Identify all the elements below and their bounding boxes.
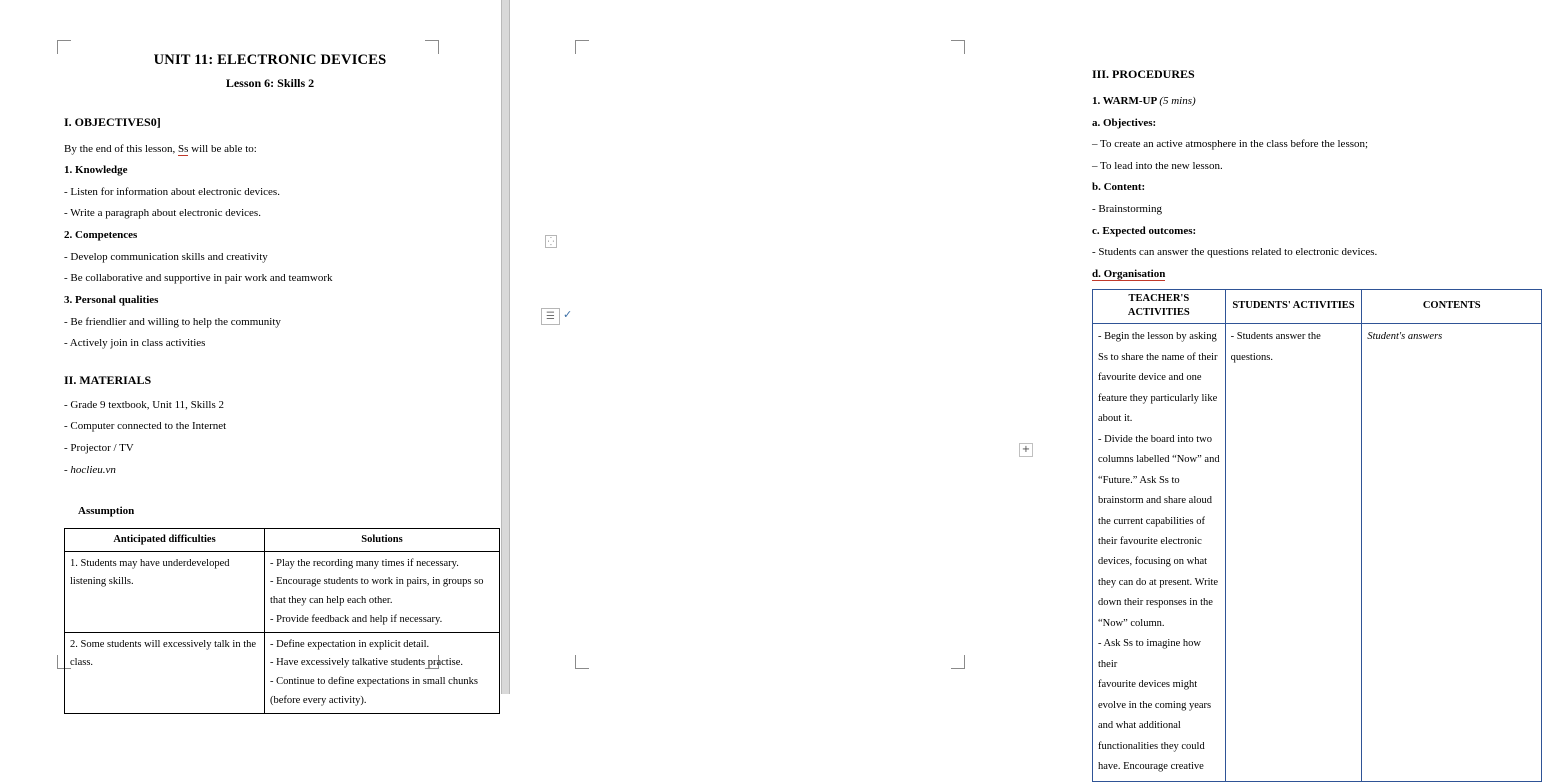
cell-line: - Encourage students to work in pairs, in groups so: [270, 576, 484, 588]
page-separator: [501, 0, 510, 694]
cell-line: favourite device and one: [1098, 372, 1202, 384]
competences-item-2: - Be collaborative and supportive in pair work and teamwork: [64, 272, 333, 285]
cell-solutions-1[interactable]: [265, 551, 500, 632]
objectives-intro-ss: Ss: [177, 142, 189, 155]
page-left: [0, 0, 501, 706]
knowledge-heading: 1. Knowledge: [64, 164, 128, 177]
add-row-button[interactable]: +: [1019, 443, 1033, 457]
cell-line: have. Encourage creative: [1098, 761, 1204, 773]
assumption-label: Assumption: [78, 505, 135, 518]
procedures-table: [1092, 289, 1542, 782]
objectives-intro-prefix: By the end of this lesson,: [64, 142, 178, 155]
cell-line: devices, focusing on what: [1098, 556, 1208, 568]
comment-icon[interactable]: [541, 308, 560, 325]
table-header-row: [1093, 289, 1542, 324]
knowledge-item-1: - Listen for information about electronic devices.: [64, 185, 280, 198]
cell-line: and what additional: [1098, 720, 1181, 732]
cell-difficulty-1[interactable]: [65, 551, 265, 632]
table-row: [65, 551, 500, 632]
content-label: b. Content:: [1092, 181, 1146, 194]
left-page-content: [64, 50, 484, 714]
cell-line: columns labelled “Now” and: [1098, 454, 1220, 466]
objectives-intro-suffix: will be able to:: [188, 142, 257, 155]
cell-line: favourite devices might: [1098, 679, 1198, 691]
crop-mark-bottom-right: [951, 655, 965, 669]
qualities-item-2: - Actively join in class activities: [64, 337, 206, 350]
cell-line: - Begin the lesson by asking: [1098, 331, 1217, 343]
objectives-heading: I. OBJECTIVES0]: [64, 114, 161, 129]
table-move-handle[interactable]: ⁛: [545, 235, 557, 248]
cell-line: class.: [70, 657, 94, 669]
cell-line: evolve in the coming years: [1098, 699, 1212, 711]
procedures-heading: III. PROCEDURES: [1092, 67, 1195, 81]
cell-line: - Have excessively talkative students practise.: [270, 657, 464, 669]
cell-line: Student's answers: [1367, 331, 1443, 343]
cell-line: questions.: [1230, 351, 1273, 363]
cell-teacher-activities[interactable]: [1093, 324, 1226, 781]
cell-line: the current capabilities of: [1098, 515, 1205, 527]
page-right: [510, 0, 1481, 773]
column-header-difficulties: Anticipated difficulties: [65, 528, 265, 551]
right-page-content: [1092, 66, 1532, 782]
cell-line: their favourite electronic: [1098, 536, 1202, 548]
cell-line: brainstorm and share aloud: [1098, 495, 1213, 507]
cell-line: down their responses in the: [1098, 597, 1213, 609]
crop-mark-top-left: [575, 40, 589, 54]
warmup-heading: [1092, 94, 1532, 110]
outcomes-label: c. Expected outcomes:: [1092, 224, 1197, 237]
objectives-item-1: – To create an active atmosphere in the class before the lesson;: [1092, 138, 1369, 151]
cell-line: functionalities they could: [1098, 740, 1205, 752]
cell-line: that they can help each other.: [270, 595, 393, 607]
competences-item-1: - Develop communication skills and creativity: [64, 250, 268, 263]
table-header-row: [65, 528, 500, 551]
column-header-students-activities: STUDENTS' ACTIVITIES: [1225, 289, 1362, 324]
assumption-table: [64, 528, 500, 714]
cell-line: 2. Some students will excessively talk in the: [70, 638, 257, 650]
materials-item-4: - hoclieu.vn: [64, 463, 116, 476]
cell-line: “Now” column.: [1098, 617, 1165, 629]
table-row: [65, 632, 500, 713]
materials-item-2: - Computer connected to the Internet: [64, 420, 227, 433]
page-title: UNIT 11: ELECTRONIC DEVICES: [153, 52, 387, 68]
cell-contents[interactable]: [1362, 324, 1542, 781]
outcomes-item-1: - Students can answer the questions related to electronic devices.: [1092, 246, 1378, 259]
spacer: [64, 358, 476, 372]
cell-difficulty-2[interactable]: [65, 632, 265, 713]
cell-line: - Divide the board into two: [1098, 433, 1213, 445]
cell-students-activities[interactable]: [1225, 324, 1362, 781]
organisation-label: [1092, 267, 1532, 283]
spacer: [64, 484, 476, 504]
cell-line: - Students answer the: [1230, 331, 1321, 343]
cell-line: - Ask Ss to imagine how their: [1098, 638, 1201, 670]
cell-line: they can do at present. Write: [1098, 576, 1219, 588]
table-row: [1093, 324, 1542, 781]
cell-line: (before every activity).: [270, 694, 367, 706]
row-select-check-icon[interactable]: ✓: [563, 308, 573, 321]
warmup-duration: (5 mins): [1159, 95, 1196, 108]
crop-mark-bottom-left: [575, 655, 589, 669]
warmup-heading-text: 1. WARM-UP: [1092, 95, 1160, 108]
content-item-1: - Brainstorming: [1092, 203, 1162, 216]
competences-heading: 2. Competences: [64, 229, 138, 242]
cell-line: - Continue to define expectations in small chunks: [270, 676, 478, 688]
objectives-label: a. Objectives:: [1092, 116, 1157, 129]
materials-item-3: - Projector / TV: [64, 441, 134, 454]
cell-line: 1. Students may have underdeveloped: [70, 557, 230, 569]
cell-line: - Define expectation in explicit detail.: [270, 638, 430, 650]
qualities-item-1: - Be friendlier and willing to help the community: [64, 315, 281, 328]
cell-line: - Provide feedback and help if necessary.: [270, 613, 443, 625]
materials-item-1: - Grade 9 textbook, Unit 11, Skills 2: [64, 398, 224, 411]
materials-heading: II. MATERIALS: [64, 372, 152, 387]
objectives-intro: [64, 142, 476, 158]
column-header-contents: CONTENTS: [1362, 289, 1542, 324]
cell-line: listening skills.: [70, 576, 134, 588]
organisation-label-text: d. Organisation: [1092, 267, 1166, 280]
column-header-teacher-activities: TEACHER'S ACTIVITIES: [1093, 289, 1226, 324]
knowledge-item-2: - Write a paragraph about electronic devices.: [64, 207, 261, 220]
comment-glyph: ☰: [546, 311, 555, 322]
page-edge-left: [501, 0, 502, 694]
cell-line: “Future.” Ask Ss to: [1098, 474, 1180, 486]
qualities-heading: 3. Personal qualities: [64, 293, 159, 306]
cell-solutions-2[interactable]: [265, 632, 500, 713]
cell-line: - Play the recording many times if necessary.: [270, 557, 459, 569]
cell-line: feature they particularly like: [1098, 392, 1218, 404]
cell-line: about it.: [1098, 413, 1133, 425]
crop-mark-top-right: [951, 40, 965, 54]
cell-line: Ss to share the name of their: [1098, 351, 1218, 363]
column-header-solutions: Solutions: [265, 528, 500, 551]
page-subtitle: Lesson 6: Skills 2: [225, 75, 315, 90]
objectives-item-2: – To lead into the new lesson.: [1092, 159, 1223, 172]
